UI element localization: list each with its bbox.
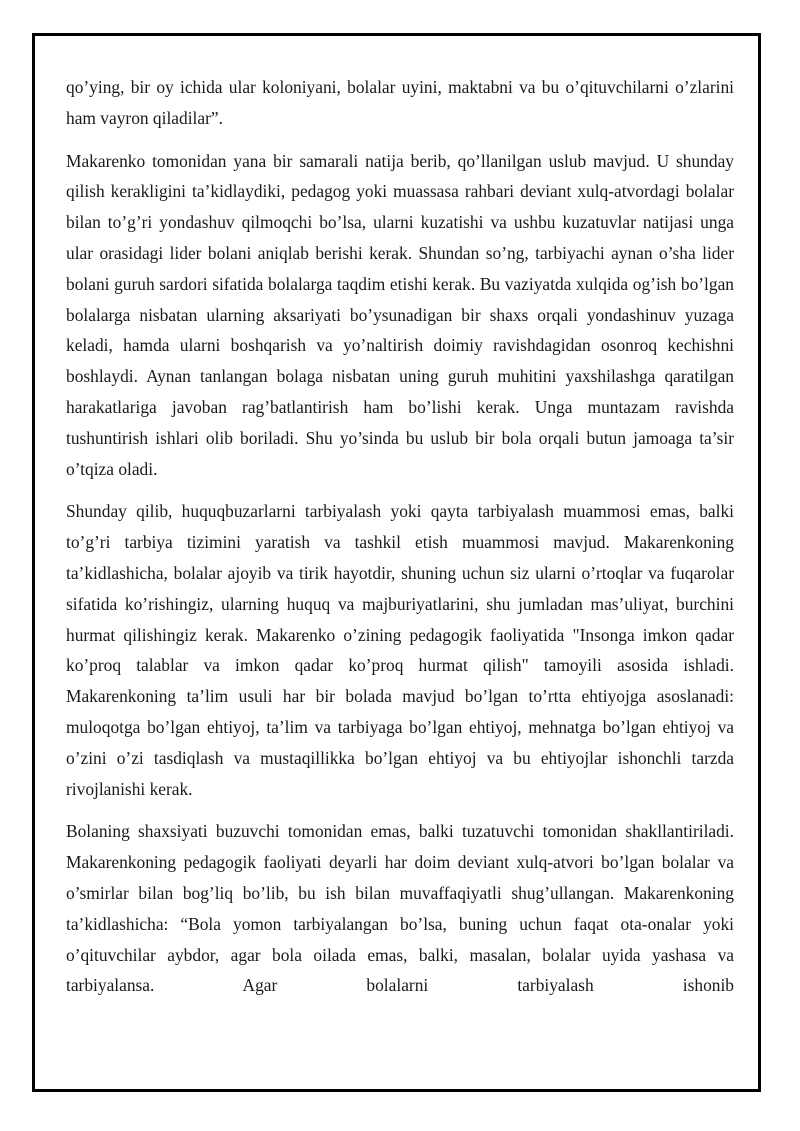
paragraph-2: Makarenko tomonidan yana bir samarali natija berib, qo’llanilgan uslub mavjud. U shunday qilish kerakligini ta’kidlaydiki, pedagog yoki muassasa rahbari deviant xulq-atvordagi bolalar bilan to’g’ri yondashuv qilmoqchi bo’lsa, ularni kuzatishi va ushbu kuzatuvlar natijasi unga ular orasidagi lider bolani aniqlab berishi kerak. Shundan so’ng, tarbiyachi aynan o’sha lider bolani guruh sardori sifatida bolalarga taqdim etishi kerak. Bu vaziyatda xulqida og’ish bo’lgan bolalarga nisbatan ularning aksariyati bo’ysunadigan bir shaxs orqali yondashinuv yuzaga keladi, hamda ularni boshqarish va yo’naltirish doimiy ravishdagidan osonroq kechishni boshlaydi. Aynan tanlangan bolaga nisbatan uning guruh muhitini yaxshilashga qaratilgan harakatlariga javoban rag’batlantirish ham bo’lishi kerak. Unga muntazam ravishda tushuntirish ishlari olib boriladi. Shu yo’sinda bu uslub bir bola orqali butun jamoaga ta’sir o’tqiza oladi. (66, 150, 734, 479)
paragraph-3: Shunday qilib, huquqbuzarlarni tarbiyalash yoki qayta tarbiyalash muammosi emas, balki to’g’ri tarbiya tizimini yaratish va tashkil etish muammosi mavjud. Makarenkoning ta’kidlashicha, bolalar ajoyib va tirik hayotdir, shuning uchun siz ularni o’rtoqlar va fuqarolar sifatida ko’rishingiz, ularning huquq va majburiyatlarini, shu jumladan mas’uliyat, burchini hurmat qilishingiz kerak. Makarenko o’zining pedagogik faoliyatida "Insonga imkon qadar ko’proq talablar va imkon qadar ko’proq hurmat qilish" tamoyili asosida ishladi. Makarenkoning ta’lim usuli har bir bolada mavjud bo’lgan to’rtta ehtiyojga asoslanadi: muloqotga bo’lgan ehtiyoj, ta’lim va tarbiyaga bo’lgan ehtiyoj, mehnatga bo’lgan ehtiyoj va o’zini o’zi tasdiqlash va mustaqillikka bo’lgan ehtiyoj va bu ehtiyojlar ishonchli tarzda rivojlanishi kerak. (66, 501, 734, 799)
paragraph-4: Bolaning shaxsiyati buzuvchi tomonidan emas, balki tuzatuvchi tomonidan shakllantiriladi. Makarenkoning pedagogik faoliyati deyarli har doim deviant xulq-atvori bo’lgan bolalar va o’smirlar bilan bog’liq bo’lib, bu ish bilan muvaffaqiyatli shug’ullangan. Makarenkoning ta’kidlashicha: “Bola yomon tarbiyalangan bo’lsa, buning uchun faqat ota-onalar yoki o’qituvchilar aybdor, agar bola oilada emas, balki, masalan, bolalar uyida yashasa va tarbiyalansa. Agar bolalarni tarbiyalash ishonib (66, 821, 734, 996)
document-body (66, 72, 734, 1013)
paragraph-1: qo’ying, bir oy ichida ular koloniyani, bolalar uyini, maktabni va bu o’qituvchilarni o’zlarini ham vayron qiladilar”. (66, 77, 734, 128)
